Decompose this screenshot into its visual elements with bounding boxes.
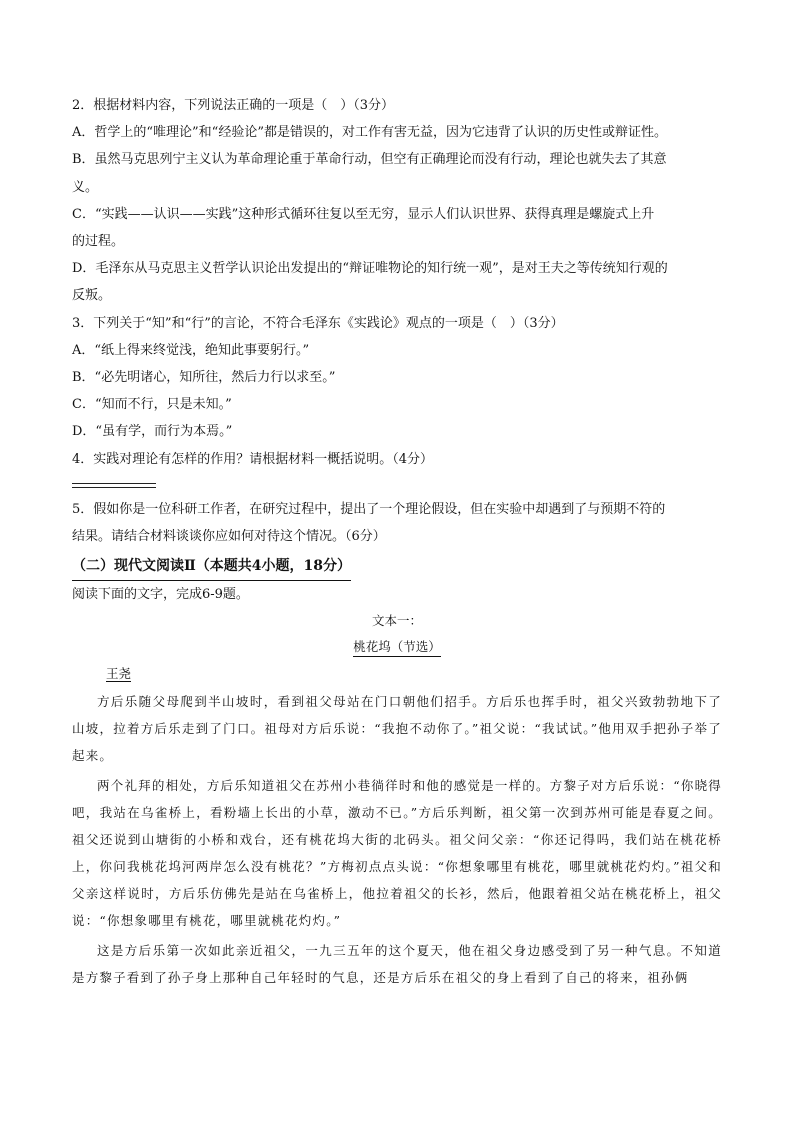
story-title: 桃花坞（节选） <box>353 638 441 657</box>
q2-option-a: A．哲学上的“唯理论”和“经验论”都是错误的，对工作有害无益，因为它违背了认识的历史性或辩证性。 <box>72 125 667 141</box>
q2-option-c-line1: C．“实践——认识——实践”这种形式循环往复以至无穷，显示人们认识世界、获得真理是螺旋式上升 <box>72 206 655 222</box>
q5-line2: 结果。请结合材料谈谈你应如何对待这个情况。（6分） <box>72 529 386 545</box>
q3-option-d: D．“虽有学，而行为本焉。” <box>72 424 233 440</box>
q4-stem: 4．实践对理论有怎样的作用？请根据材料一概括说明。（4分） <box>72 451 434 467</box>
q3-option-a: A．“纸上得来终觉浅，绝知此事要躬行。” <box>72 342 310 358</box>
author-line <box>72 660 722 688</box>
q2-option-c-line2: 的过程。 <box>72 234 125 250</box>
q3-option-c: C．“知而不行，只是未知。” <box>72 397 232 413</box>
q2-option-b-line2: 义。 <box>72 179 99 195</box>
q3-option-b: B．“必先明诸心，知所往，然后力行以求至。” <box>72 370 336 386</box>
q4-answer-line <box>72 483 156 488</box>
story-title-wrap <box>72 634 722 660</box>
q2-option-d-line1: D．毛泽东从马克思主义哲学认识论出发提出的“辩证唯物论的知行统一观”，是对王夫之等传统知行观的 <box>72 261 668 277</box>
story-paragraph: 两个礼拜的相处，方后乐知道祖父在苏州小巷徜徉时和他的感觉是一样的。方黎子对方后乐说：“你晓得吧，我站在乌雀桥上，看粉墙上长出的小草，激动不已。”方后乐判断，祖父第一次到苏州可能是春夏之间。祖父还说到山塘街的小桥和戏台，还有桃花坞大街的北码头。祖父问父亲：“你还记得吗，我们站在桃花桥上，你问我桃花坞河两岸怎么没有桃花？”方梅初点点头说：“你想象哪里有桃花，哪里就桃花灼灼。”祖父和父亲这样说时，方后乐仿佛先是站在乌雀桥上，他拉着祖父的长衫，然后，他跟着祖父站在桃花桥上，祖父说：“你想象哪里有桃花，哪里就桃花灼灼。” <box>72 778 722 929</box>
story-body <box>72 688 722 991</box>
q2-option-d-line2: 反叛。 <box>72 288 112 304</box>
author-name: 王尧 <box>106 666 132 682</box>
q3-stem: 3．下列关于“知”和“行”的言论，不符合毛泽东《实践论》观点的一项是（ ）（3分） <box>72 315 564 331</box>
story-paragraph: 这是方后乐第一次如此亲近祖父，一九三五年的这个夏天，他在祖父身边感受到了另一种气息。不知道是方黎子看到了孙子身上那种自己年轻时的气息，还是方后乐在祖父的身上看到了自己的将来，祖孙俩 <box>72 943 722 986</box>
text-label: 文本一： <box>371 613 422 629</box>
q2-stem: 2．根据材料内容，下列说法正确的一项是（ ）（3分） <box>72 98 395 113</box>
section-heading: （二）现代文阅读Ⅱ（本题共4小题，18分） <box>72 552 351 581</box>
q5-line1: 5．假如你是一位科研工作者，在研究过程中，提出了一个理论假设，但在实验中却遇到了与预期不符的 <box>72 501 666 517</box>
story-paragraph: 方后乐随父母爬到半山坡时，看到祖父母站在门口朝他们招手。方后乐也挥手时，祖父兴致勃勃地下了山坡，拉着方后乐走到了门口。祖母对方后乐说：“我抱不动你了。”祖父说：“我试试。”他用双手把孙子举了起来。 <box>72 694 722 764</box>
q2-option-b-line1: B．虽然马克思列宁主义认为革命理论重于革命行动，但空有正确理论而没有行动，理论也就失去了其意 <box>72 152 667 168</box>
reading-instruction: 阅读下面的文字，完成6-9题。 <box>72 587 249 603</box>
